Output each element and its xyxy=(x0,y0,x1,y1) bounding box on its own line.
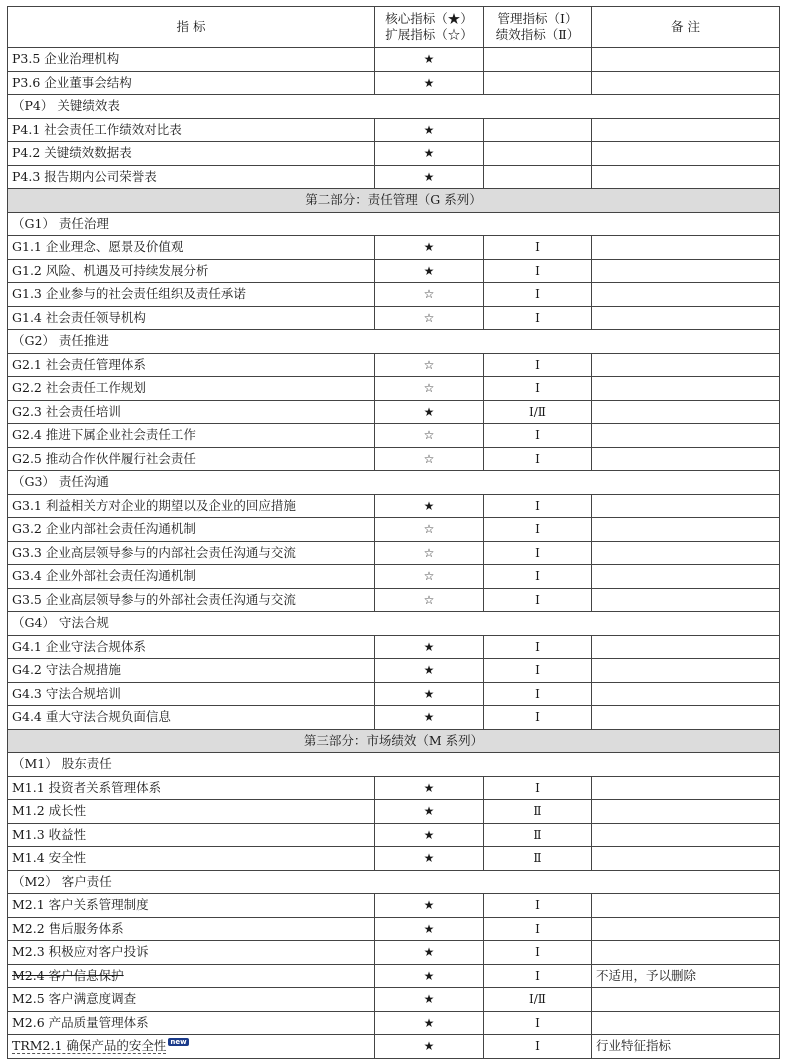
table-row xyxy=(8,353,780,377)
header-remarks: 备 注 xyxy=(592,7,780,48)
indicator-type-cell: Ⅰ xyxy=(484,588,592,612)
section-empty-cell xyxy=(375,753,484,777)
table-row xyxy=(8,776,780,800)
extended-star-icon: ☆ xyxy=(375,424,484,448)
section-empty-cell xyxy=(484,212,592,236)
section-title: （G4） 守法合规 xyxy=(8,612,375,636)
indicator-table xyxy=(7,6,780,1059)
core-star-icon: ★ xyxy=(375,823,484,847)
indicator-type-cell: Ⅰ xyxy=(484,894,592,918)
indicator-type-cell: Ⅰ xyxy=(484,565,592,589)
part-title: 第二部分：责任管理（G 系列） xyxy=(8,189,780,213)
indicator-label: P4.1 社会责任工作绩效对比表 xyxy=(12,121,182,137)
core-star-icon: ★ xyxy=(375,847,484,871)
indicator-label: G2.2 社会责任工作规划 xyxy=(12,380,146,395)
indicator-type-cell: Ⅰ xyxy=(484,518,592,542)
indicator-cell xyxy=(8,142,375,166)
table-row xyxy=(8,588,780,612)
indicator-type-cell: Ⅰ/Ⅱ xyxy=(484,400,592,424)
indicator-cell xyxy=(8,565,375,589)
section-header-row xyxy=(8,212,780,236)
indicator-cell xyxy=(8,71,375,95)
indicator-cell xyxy=(8,800,375,824)
header-management-performance xyxy=(484,7,592,48)
table-row xyxy=(8,823,780,847)
table-row xyxy=(8,424,780,448)
indicator-label: G4.2 守法合规措施 xyxy=(12,662,121,677)
remarks-cell xyxy=(592,424,780,448)
core-star-icon: ★ xyxy=(375,48,484,72)
header-indicator: 指 标 xyxy=(8,7,375,48)
section-header-row xyxy=(8,471,780,495)
indicator-label: G3.1 利益相关方对企业的期望以及企业的回应措施 xyxy=(12,497,296,513)
table-row xyxy=(8,400,780,424)
core-star-icon: ★ xyxy=(375,1011,484,1035)
section-empty-cell xyxy=(375,95,484,119)
section-empty-cell xyxy=(484,95,592,119)
section-empty-cell xyxy=(592,95,780,119)
table-row xyxy=(8,236,780,260)
indicator-cell xyxy=(8,706,375,730)
indicator-cell xyxy=(8,894,375,918)
indicator-label: G3.4 企业外部社会责任沟通机制 xyxy=(12,568,196,583)
indicator-cell xyxy=(8,847,375,871)
indicator-label: G3.5 企业高层领导参与的外部社会责任沟通与交流 xyxy=(12,591,296,607)
indicator-cell xyxy=(8,165,375,189)
remarks-cell xyxy=(592,541,780,565)
table-row xyxy=(8,1035,780,1059)
remarks-cell xyxy=(592,917,780,941)
header-extended-label: 扩展指标（☆） xyxy=(385,27,473,42)
section-empty-cell xyxy=(375,330,484,354)
indicator-label: G4.1 企业守法合规体系 xyxy=(12,638,146,654)
core-star-icon: ★ xyxy=(375,682,484,706)
extended-star-icon: ☆ xyxy=(375,377,484,401)
table-row xyxy=(8,706,780,730)
indicator-type-cell: Ⅰ xyxy=(484,541,592,565)
indicator-label: M1.3 收益性 xyxy=(12,826,87,842)
indicator-cell xyxy=(8,541,375,565)
indicator-type-cell: Ⅱ xyxy=(484,800,592,824)
part-title: 第三部分：市场绩效（M 系列） xyxy=(8,729,780,753)
section-empty-cell xyxy=(592,212,780,236)
indicator-label: M2.1 客户关系管理制度 xyxy=(12,897,149,912)
section-empty-cell xyxy=(484,870,592,894)
extended-star-icon: ☆ xyxy=(375,588,484,612)
core-star-icon: ★ xyxy=(375,165,484,189)
indicator-type-cell: Ⅰ xyxy=(484,682,592,706)
table-row xyxy=(8,565,780,589)
indicator-type-cell: Ⅰ xyxy=(484,283,592,307)
indicator-cell xyxy=(8,353,375,377)
indicator-cell xyxy=(8,659,375,683)
section-header-row xyxy=(8,330,780,354)
section-empty-cell xyxy=(592,753,780,777)
indicator-type-cell: Ⅰ xyxy=(484,1035,592,1059)
table-row xyxy=(8,917,780,941)
remarks-cell xyxy=(592,800,780,824)
extended-star-icon: ☆ xyxy=(375,353,484,377)
extended-star-icon: ☆ xyxy=(375,283,484,307)
core-star-icon: ★ xyxy=(375,800,484,824)
section-empty-cell xyxy=(375,612,484,636)
indicator-cell xyxy=(8,635,375,659)
indicator-cell xyxy=(8,988,375,1012)
indicator-type-cell: Ⅱ xyxy=(484,823,592,847)
indicator-type-cell: Ⅰ xyxy=(484,635,592,659)
table-row xyxy=(8,941,780,965)
section-header-row xyxy=(8,753,780,777)
extended-star-icon: ☆ xyxy=(375,306,484,330)
new-badge: new xyxy=(170,1038,187,1046)
core-star-icon: ★ xyxy=(375,400,484,424)
indicator-cell xyxy=(8,518,375,542)
section-title: （G2） 责任推进 xyxy=(8,330,375,354)
indicator-label: M2.5 客户满意度调查 xyxy=(12,991,137,1006)
table-row xyxy=(8,142,780,166)
indicator-label: G3.2 企业内部社会责任沟通机制 xyxy=(12,521,196,536)
table-row xyxy=(8,377,780,401)
indicator-label: G1.1 企业理念、愿景及价值观 xyxy=(12,239,184,254)
indicator-cell xyxy=(8,424,375,448)
indicator-label: TRM2.1 确保产品的安全性 xyxy=(12,1038,167,1053)
remarks-cell xyxy=(592,659,780,683)
table-row xyxy=(8,259,780,283)
indicator-cell xyxy=(8,306,375,330)
section-title: （P4） 关键绩效表 xyxy=(8,95,375,119)
section-title: （M2） 客户责任 xyxy=(8,870,375,894)
indicator-cell xyxy=(8,283,375,307)
core-star-icon: ★ xyxy=(375,1035,484,1059)
table-row xyxy=(8,518,780,542)
core-star-icon: ★ xyxy=(375,988,484,1012)
indicator-cell xyxy=(8,447,375,471)
indicator-label: P4.2 关键绩效数据表 xyxy=(12,145,132,160)
remarks-cell xyxy=(592,259,780,283)
indicator-type-cell xyxy=(484,118,592,142)
section-title: （G3） 责任沟通 xyxy=(8,471,375,495)
indicator-label: G4.3 守法合规培训 xyxy=(12,685,121,701)
indicator-type-cell: Ⅰ xyxy=(484,494,592,518)
section-empty-cell xyxy=(484,612,592,636)
remarks-cell xyxy=(592,353,780,377)
indicator-type-cell: Ⅰ xyxy=(484,447,592,471)
indicator-label: G1.2 风险、机遇及可持续发展分析 xyxy=(12,262,209,278)
extended-star-icon: ☆ xyxy=(375,565,484,589)
remarks-cell xyxy=(592,588,780,612)
remarks-cell xyxy=(592,283,780,307)
indicator-cell xyxy=(8,941,375,965)
section-empty-cell xyxy=(484,471,592,495)
indicator-label: G2.4 推进下属企业社会责任工作 xyxy=(12,427,196,442)
core-star-icon: ★ xyxy=(375,118,484,142)
table-row xyxy=(8,447,780,471)
remarks-cell xyxy=(592,1011,780,1035)
core-star-icon: ★ xyxy=(375,259,484,283)
indicator-type-cell: Ⅰ xyxy=(484,306,592,330)
core-star-icon: ★ xyxy=(375,917,484,941)
section-header-row xyxy=(8,95,780,119)
table-row xyxy=(8,118,780,142)
indicator-label: M2.6 产品质量管理体系 xyxy=(12,1014,149,1030)
remarks-cell xyxy=(592,941,780,965)
table-row xyxy=(8,659,780,683)
remarks-cell xyxy=(592,894,780,918)
remarks-cell xyxy=(592,165,780,189)
indicator-type-cell: Ⅰ/Ⅱ xyxy=(484,988,592,1012)
section-empty-cell xyxy=(592,612,780,636)
section-header-row xyxy=(8,612,780,636)
table-row xyxy=(8,71,780,95)
section-empty-cell xyxy=(592,471,780,495)
remarks-cell xyxy=(592,518,780,542)
remarks-cell xyxy=(592,48,780,72)
indicator-cell xyxy=(8,917,375,941)
indicator-type-cell xyxy=(484,48,592,72)
indicator-type-cell: Ⅰ xyxy=(484,917,592,941)
section-empty-cell xyxy=(484,330,592,354)
indicator-label: G2.5 推动合作伙伴履行社会责任 xyxy=(12,450,196,466)
header-core-extended xyxy=(375,7,484,48)
core-star-icon: ★ xyxy=(375,894,484,918)
remarks-cell xyxy=(592,823,780,847)
indicator-cell xyxy=(8,48,375,72)
indicator-label: G2.3 社会责任培训 xyxy=(12,403,121,419)
remarks-cell xyxy=(592,142,780,166)
core-star-icon: ★ xyxy=(375,236,484,260)
section-empty-cell xyxy=(375,471,484,495)
section-empty-cell xyxy=(592,870,780,894)
table-row xyxy=(8,988,780,1012)
remarks-cell xyxy=(592,400,780,424)
core-star-icon: ★ xyxy=(375,494,484,518)
remarks-cell xyxy=(592,377,780,401)
indicator-type-cell: Ⅰ xyxy=(484,353,592,377)
table-body xyxy=(8,48,780,1059)
table-row xyxy=(8,1011,780,1035)
indicator-label: G1.4 社会责任领导机构 xyxy=(12,309,146,325)
indicator-cell xyxy=(8,588,375,612)
table-row xyxy=(8,964,780,988)
core-star-icon: ★ xyxy=(375,142,484,166)
section-title: （M1） 股东责任 xyxy=(8,753,375,777)
section-title: （G1） 责任治理 xyxy=(8,212,375,236)
part-header-row xyxy=(8,729,780,753)
header-core-label: 核心指标（★） xyxy=(385,11,473,26)
indicator-type-cell: Ⅰ xyxy=(484,236,592,260)
indicator-label: M2.2 售后服务体系 xyxy=(12,920,124,936)
extended-star-icon: ☆ xyxy=(375,518,484,542)
indicator-type-cell: Ⅱ xyxy=(484,847,592,871)
indicator-cell xyxy=(8,682,375,706)
indicator-type-cell: Ⅰ xyxy=(484,259,592,283)
core-star-icon: ★ xyxy=(375,941,484,965)
table-row xyxy=(8,494,780,518)
indicator-label: M2.3 积极应对客户投诉 xyxy=(12,944,149,959)
core-star-icon: ★ xyxy=(375,706,484,730)
remarks-cell xyxy=(592,236,780,260)
remarks-cell: 不适用，予以删除 xyxy=(592,964,780,988)
indicator-type-cell: Ⅰ xyxy=(484,941,592,965)
indicator-type-cell: Ⅰ xyxy=(484,424,592,448)
remarks-cell: 行业特征指标 xyxy=(592,1035,780,1059)
indicator-cell xyxy=(8,1035,375,1059)
indicator-label: M2.4 客户信息保护 xyxy=(12,967,124,983)
table-row xyxy=(8,283,780,307)
part-header-row xyxy=(8,189,780,213)
indicator-type-cell: Ⅰ xyxy=(484,964,592,988)
table-row xyxy=(8,165,780,189)
indicator-cell xyxy=(8,118,375,142)
indicator-type-cell: Ⅰ xyxy=(484,776,592,800)
remarks-cell xyxy=(592,776,780,800)
core-star-icon: ★ xyxy=(375,964,484,988)
core-star-icon: ★ xyxy=(375,776,484,800)
core-star-icon: ★ xyxy=(375,635,484,659)
remarks-cell xyxy=(592,71,780,95)
remarks-cell xyxy=(592,118,780,142)
section-empty-cell xyxy=(484,753,592,777)
indicator-label: P3.6 企业董事会结构 xyxy=(12,74,132,90)
table-row xyxy=(8,682,780,706)
indicator-cell xyxy=(8,1011,375,1035)
indicator-type-cell: Ⅰ xyxy=(484,1011,592,1035)
indicator-label: P3.5 企业治理机构 xyxy=(12,51,120,66)
remarks-cell xyxy=(592,847,780,871)
extended-star-icon: ☆ xyxy=(375,447,484,471)
indicator-label: G2.1 社会责任管理体系 xyxy=(12,356,146,372)
extended-star-icon: ☆ xyxy=(375,541,484,565)
indicator-type-cell: Ⅰ xyxy=(484,706,592,730)
remarks-cell xyxy=(592,565,780,589)
indicator-cell xyxy=(8,964,375,988)
section-header-row xyxy=(8,870,780,894)
remarks-cell xyxy=(592,306,780,330)
indicator-label: G4.4 重大守法合规负面信息 xyxy=(12,709,171,724)
indicator-label: M1.2 成长性 xyxy=(12,803,87,818)
header-performance-label: 绩效指标（Ⅱ） xyxy=(495,27,580,42)
table-row xyxy=(8,635,780,659)
remarks-cell xyxy=(592,494,780,518)
indicator-type-cell xyxy=(484,165,592,189)
section-empty-cell xyxy=(592,330,780,354)
indicator-label: P4.3 报告期内公司荣誉表 xyxy=(12,168,157,184)
indicator-cell xyxy=(8,400,375,424)
remarks-cell xyxy=(592,988,780,1012)
core-star-icon: ★ xyxy=(375,659,484,683)
indicator-type-cell xyxy=(484,142,592,166)
remarks-cell xyxy=(592,706,780,730)
remarks-cell xyxy=(592,447,780,471)
indicator-type-cell xyxy=(484,71,592,95)
table-row xyxy=(8,541,780,565)
table-header-row xyxy=(8,7,780,48)
table-row xyxy=(8,306,780,330)
indicator-label: M1.1 投资者关系管理体系 xyxy=(12,779,162,795)
table-row xyxy=(8,800,780,824)
table-row xyxy=(8,894,780,918)
indicator-label: G1.3 企业参与的社会责任组织及责任承诺 xyxy=(12,286,246,301)
indicator-type-cell: Ⅰ xyxy=(484,659,592,683)
section-empty-cell xyxy=(375,212,484,236)
indicator-cell xyxy=(8,377,375,401)
indicator-cell xyxy=(8,494,375,518)
indicator-cell xyxy=(8,236,375,260)
indicator-cell xyxy=(8,823,375,847)
indicator-label: M1.4 安全性 xyxy=(12,850,87,865)
indicator-cell xyxy=(8,259,375,283)
remarks-cell xyxy=(592,682,780,706)
section-empty-cell xyxy=(375,870,484,894)
indicator-table-container xyxy=(7,6,769,1059)
core-star-icon: ★ xyxy=(375,71,484,95)
table-row xyxy=(8,847,780,871)
indicator-label: G3.3 企业高层领导参与的内部社会责任沟通与交流 xyxy=(12,544,296,560)
header-management-label: 管理指标（Ⅰ） xyxy=(497,11,578,26)
indicator-type-cell: Ⅰ xyxy=(484,377,592,401)
indicator-cell xyxy=(8,776,375,800)
remarks-cell xyxy=(592,635,780,659)
table-row xyxy=(8,48,780,72)
